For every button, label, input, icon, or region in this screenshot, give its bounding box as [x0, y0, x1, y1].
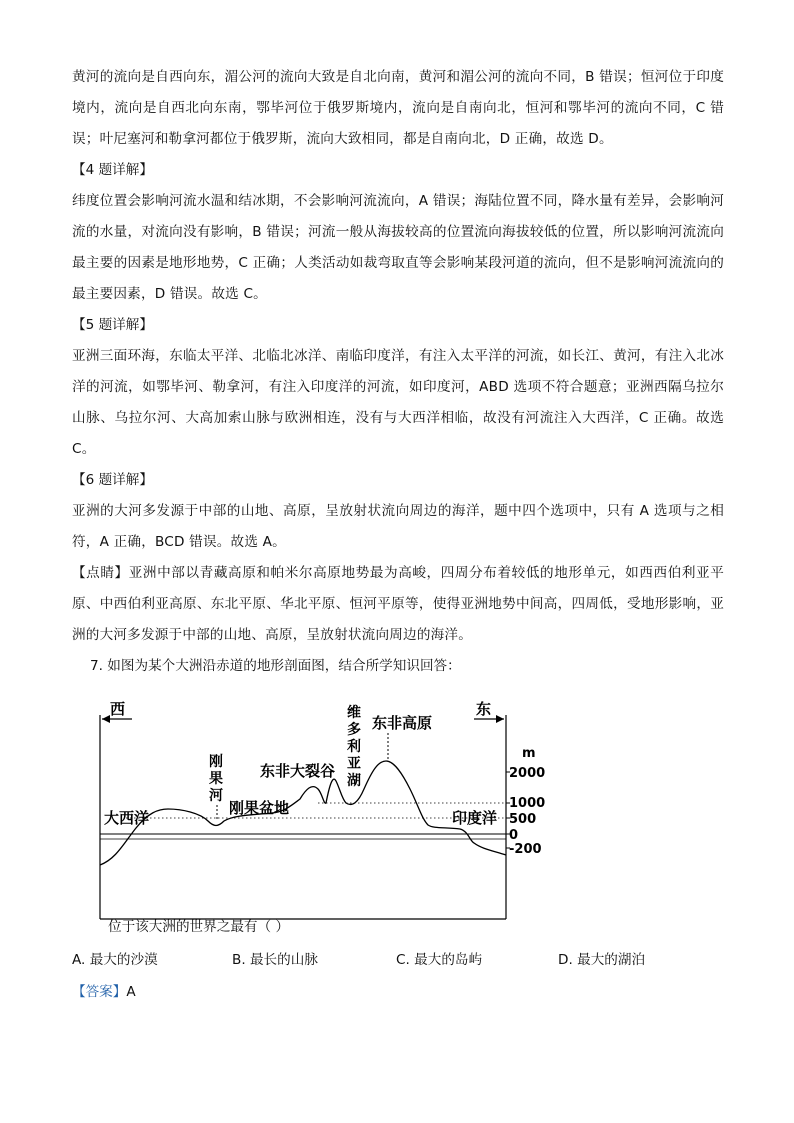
tick-1000: 1000 — [509, 796, 546, 811]
lake-victoria-label-4: 亚 — [347, 756, 361, 772]
answer-line — [72, 977, 136, 1008]
paragraph-q6-detail: 亚洲的大河多发源于中部的山地、高原，呈放射状流向周边的海洋，题中四个选项中，只有 A 选项与之相符，A 正确，BCD 错误。故选 A。 — [72, 503, 724, 550]
rift-valley-label: 东非大裂谷 — [260, 762, 336, 780]
tick-2000: 2000 — [509, 766, 546, 781]
option-d[interactable]: D. 最大的湖泊 — [558, 952, 646, 968]
unit-label: m — [522, 746, 536, 761]
lake-victoria-label-2: 多 — [347, 722, 361, 738]
west-label: 西 — [110, 700, 126, 718]
congo-river-label-3: 河 — [209, 788, 223, 804]
congo-river-label-2: 果 — [209, 771, 223, 787]
tip-label: 【点睛】 — [72, 565, 129, 581]
lake-victoria-label-5: 湖 — [347, 773, 361, 789]
heading-q6: 【6 题详解】 — [72, 472, 153, 488]
tick-minus-200: -200 — [509, 842, 542, 857]
option-b[interactable]: B. 最长的山脉 — [232, 952, 318, 968]
east-african-plateau-label: 东非高原 — [372, 714, 433, 732]
tip-text: 亚洲中部以青藏高原和帕米尔高原地势最为高峻，四周分布着较低的地形单元，如西西伯利亚平原、中西伯利亚高原、东北平原、华北平原、恒河平原等，使得亚洲地势中间高，四周低，受地形影响，亚洲的大河多发源于中部的山地、高原，呈放射状流向周边的海洋。 — [72, 565, 724, 643]
tick-500: 500 — [509, 812, 537, 827]
paragraph-q5-detail: 亚洲三面环海，东临太平洋、北临北冰洋、南临印度洋，有注入太平洋的河流，如长江、黄河，有注入北冰洋的河流，如鄂毕河、勒拿河，有注入印度洋的河流，如印度河，ABD 选项不符合题意；亚洲西隔乌拉尔山脉、乌拉尔河、大高加索山脉与欧洲相连，没有与大西洋相临，故没有河流注入大西洋，C 正确。故选 C。 — [72, 348, 724, 457]
answer-label: 【答案】 — [72, 984, 127, 1000]
lake-victoria-label-3: 利 — [347, 739, 361, 755]
tick-0: 0 — [509, 828, 519, 843]
option-c[interactable]: C. 最大的岛屿 — [396, 952, 483, 968]
tip-paragraph — [72, 558, 724, 651]
heading-q5: 【5 题详解】 — [72, 317, 153, 333]
option-a[interactable]: A. 最大的沙漠 — [72, 952, 158, 968]
explanation-text — [72, 62, 724, 682]
terrain-profile-figure — [96, 693, 546, 925]
paragraph-q4-detail: 纬度位置会影响河流水温和结冰期，不会影响河流流向，A 错误；海陆位置不同，降水量有差异，会影响河流的水量，对流向没有影响，B 错误；河流一般从海拔较高的位置流向海拔较低的位置，所以影响河流流向最主要的因素是地形地势，C 正确；人类活动如裁弯取直等会影响某段河道的流向，但不是影响河流流向的最主要因素，D 错误。故选 C。 — [72, 193, 724, 302]
indian-ocean-label: 印度洋 — [452, 809, 498, 827]
question-7-intro: 7. 如图为某个大洲沿赤道的地形剖面图，结合所学知识回答： — [90, 658, 461, 674]
congo-river-label-1: 刚 — [209, 754, 223, 770]
paragraph-q3-detail: 黄河的流向是自西向东，湄公河的流向大致是自北向南，黄河和湄公河的流向不同，B 错误；恒河位于印度境内，流向是自西北向东南，鄂毕河位于俄罗斯境内，流向是自南向北，恒河和鄂毕河的流向不同，C 错误；叶尼塞河和勒拿河都位于俄罗斯，流向大致相同，都是自南向北，D 正确，故选 D。 — [72, 69, 724, 147]
east-label: 东 — [476, 700, 492, 718]
lake-victoria-label-1: 维 — [347, 705, 361, 721]
congo-basin-label: 刚果盆地 — [229, 799, 290, 817]
atlantic-label: 大西洋 — [104, 809, 150, 827]
question-7-stem: 位于该大洲的世界之最有（ ） — [108, 919, 290, 935]
answer-value: A — [126, 984, 136, 1000]
heading-q4: 【4 题详解】 — [72, 162, 153, 178]
